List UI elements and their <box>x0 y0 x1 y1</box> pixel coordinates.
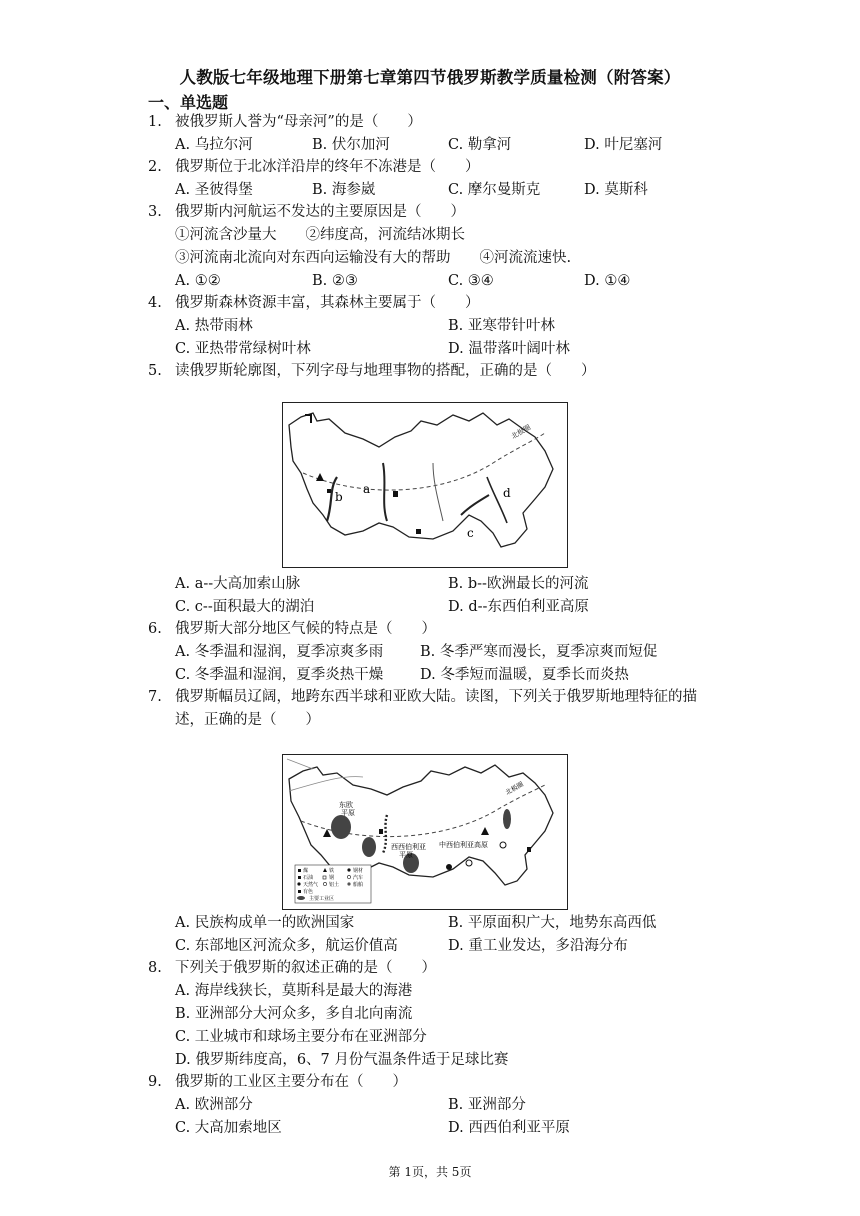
central-siberia-plateau-label: 中西伯利亚高原 <box>439 841 488 849</box>
question-stem: 读俄罗斯轮廓图，下列字母与地理事物的搭配，正确的是（ ） <box>175 363 596 379</box>
question-stem: 被俄罗斯人誉为“母亲河”的是（ ） <box>175 114 422 130</box>
option-c[interactable]: C. 东部地区河流众多，航运价值高 <box>175 938 398 954</box>
section-heading: 一、单选题 <box>148 93 229 112</box>
legend-item: 铝土 <box>329 882 340 888</box>
option-d[interactable]: D. 重工业发达，多沿海分布 <box>448 938 628 954</box>
option-b[interactable]: B. 亚洲部分大河众多，多自北向南流 <box>175 1006 413 1022</box>
arctic-circle-label: 北极圈 <box>504 780 525 797</box>
legend-item: 天然气 <box>303 882 319 888</box>
legend-item: 铁 <box>329 868 335 874</box>
option-c[interactable]: C. 摩尔曼斯克 <box>448 182 541 198</box>
legend-item: 煤 <box>303 868 309 874</box>
russia-outline-map <box>282 402 568 568</box>
option-b[interactable]: B. 亚寒带针叶林 <box>448 318 555 334</box>
legend-item: 船舶 <box>353 882 364 888</box>
question-number: 8. <box>148 960 162 976</box>
option-c[interactable]: C. 亚热带常绿树叶林 <box>175 341 311 357</box>
legend-item: 石油 <box>303 875 314 881</box>
river-d-line <box>487 477 507 523</box>
question-number: 5. <box>148 363 162 379</box>
option-a[interactable]: A. 民族构成单一的欧洲国家 <box>175 915 355 931</box>
option-a[interactable]: A. 热带雨林 <box>175 318 253 334</box>
industrial-zone <box>362 837 376 857</box>
option-a[interactable]: A. 乌拉尔河 <box>175 137 253 153</box>
option-c[interactable]: C. c--面积最大的湖泊 <box>175 599 315 615</box>
east-europe-plain-label: 东欧 <box>339 801 353 809</box>
square-symbol <box>379 829 383 834</box>
option-a[interactable]: A. 圣彼得堡 <box>175 182 253 198</box>
question-number: 7. <box>148 689 162 705</box>
option-d[interactable]: D. d--东西伯利亚高原 <box>448 599 589 615</box>
industrial-zone <box>503 809 511 829</box>
option-b[interactable]: B. 冬季严寒而漫长，夏季凉爽而短促 <box>420 644 658 660</box>
question-stem: 俄罗斯位于北冰洋沿岸的终年不冻港是（ ） <box>175 159 480 175</box>
arctic-circle-label: 北极圈 <box>510 423 533 441</box>
option-a[interactable]: A. 冬季温和湿润，夏季凉爽多雨 <box>175 644 384 660</box>
russia-industry-map-svg <box>283 755 567 909</box>
question-stem: 俄罗斯幅员辽阔，地跨东西半球和亚欧大陆。读图，下列关于俄罗斯地理特征的描 <box>175 689 697 705</box>
square-symbol <box>327 489 331 493</box>
arctic-circle-line <box>303 433 545 490</box>
legend-item: 主要工业区 <box>309 896 335 902</box>
corner-mark <box>305 415 311 423</box>
option-d[interactable]: D. 温带落叶阔叶林 <box>448 341 570 357</box>
option-a[interactable]: A. 海岸线狭长，莫斯科是最大的海港 <box>175 983 413 999</box>
triangle-symbol <box>481 827 489 835</box>
question-stem: 下列关于俄罗斯的叙述正确的是（ ） <box>175 960 436 976</box>
option-b[interactable]: B. 伏尔加河 <box>312 137 390 153</box>
page-footer: 第 1页，共 5页 <box>388 1165 472 1179</box>
option-d[interactable]: D. 西西伯利亚平原 <box>448 1120 570 1136</box>
map-label-a: a <box>363 482 371 496</box>
river-c-line <box>461 495 489 515</box>
document-title: 人教版七年级地理下册第七章第四节俄罗斯教学质量检测（附答案） <box>179 68 681 87</box>
option-c[interactable]: C. ③④ <box>448 273 494 289</box>
question-number: 9. <box>148 1074 162 1090</box>
question-stem-cont: 述，正确的是（ ） <box>175 712 320 728</box>
legend-item: 汽车 <box>353 875 364 881</box>
question-stem: 俄罗斯内河航运不发达的主要原因是（ ） <box>175 204 465 220</box>
question-stem: 俄罗斯森林资源丰富，其森林主要属于（ ） <box>175 295 480 311</box>
question-number: 2. <box>148 159 162 175</box>
square-symbol <box>393 491 398 497</box>
option-c[interactable]: C. 勒拿河 <box>448 137 512 153</box>
legend-item: 钢材 <box>353 868 364 874</box>
square-symbol <box>416 529 421 534</box>
map-label-c: c <box>467 526 474 540</box>
option-b[interactable]: B. ②③ <box>312 273 358 289</box>
russia-outline-map-svg <box>283 403 567 567</box>
question-statement: ③河流南北流向对东西向运输没有大的帮助 ④河流流速快. <box>175 250 572 266</box>
option-b[interactable]: B. 平原面积广大，地势东高西低 <box>448 915 657 931</box>
question-number: 1. <box>148 114 162 130</box>
option-d[interactable]: D. ①④ <box>584 273 631 289</box>
triangle-symbol <box>316 473 324 481</box>
option-a[interactable]: A. ①② <box>175 273 221 289</box>
west-siberia-plain-label-2: 平原 <box>399 851 413 859</box>
option-d[interactable]: D. 莫斯科 <box>584 182 648 198</box>
question-number: 6. <box>148 621 162 637</box>
option-a[interactable]: A. 欧洲部分 <box>175 1097 253 1113</box>
question-number: 3. <box>148 204 162 220</box>
map-label-b: b <box>335 490 343 504</box>
square-symbol <box>527 847 531 852</box>
question-stem: 俄罗斯大部分地区气候的特点是（ ） <box>175 621 436 637</box>
mountain-a-line <box>383 463 387 521</box>
circle-symbol <box>500 842 506 848</box>
option-d[interactable]: D. 俄罗斯纬度高，6、7 月份气温条件适于足球比赛 <box>175 1052 509 1068</box>
option-b[interactable]: B. 海参崴 <box>312 182 376 198</box>
map-label-d: d <box>503 486 511 500</box>
circle-symbol <box>466 860 472 866</box>
option-b[interactable]: B. 亚洲部分 <box>448 1097 526 1113</box>
industrial-zone <box>331 815 351 839</box>
question-stem: 俄罗斯的工业区主要分布在（ ） <box>175 1074 407 1090</box>
question-number: 4. <box>148 295 162 311</box>
option-d[interactable]: D. 冬季短而温暖，夏季长而炎热 <box>420 667 629 683</box>
option-c[interactable]: C. 工业城市和球场主要分布在亚洲部分 <box>175 1029 427 1045</box>
question-statement: ①河流含沙量大 ②纬度高，河流结冰期长 <box>175 227 465 243</box>
circle-symbol <box>446 864 452 870</box>
option-d[interactable]: D. 叶尼塞河 <box>584 137 663 153</box>
russia-industry-map <box>282 754 568 910</box>
option-c[interactable]: C. 大高加索地区 <box>175 1120 282 1136</box>
ural-mountains <box>383 815 387 853</box>
legend-item: 有色 <box>303 889 314 895</box>
option-b[interactable]: B. b--欧洲最长的河流 <box>448 576 589 592</box>
west-siberia-plain-label: 西西伯利亚 <box>391 843 426 851</box>
river-line <box>433 463 443 521</box>
option-a[interactable]: A. a--大高加索山脉 <box>175 576 301 592</box>
legend-item: 钢 <box>329 875 335 881</box>
option-c[interactable]: C. 冬季温和湿润，夏季炎热干燥 <box>175 667 384 683</box>
east-europe-plain-label-2: 平原 <box>341 809 355 817</box>
